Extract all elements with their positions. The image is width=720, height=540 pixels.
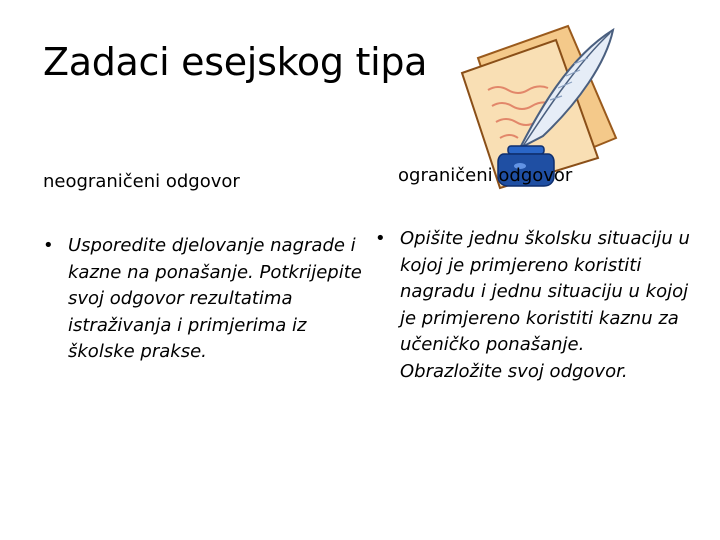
right-column-heading: ograničeni odgovor (398, 165, 573, 186)
right-bullet-item (375, 226, 690, 385)
right-bullet-text: Opišite jednu školsku situaciju u kojoj je primjereno koristiti nagradu i jednu situaciju u kojoj je primjereno koristiti kaznu za učeničko ponašanje. Obrazložite svoj odgovor. (400, 228, 690, 382)
left-bullet-item (43, 233, 373, 366)
slide-title: Zadaci esejskog tipa (43, 40, 428, 84)
left-column-heading: neograničeni odgovor (43, 171, 240, 192)
left-bullet-text: Usporedite djelovanje nagrade i kazne na ponašanje. Potkrijepite svoj odgovor rezultatima istraživanja i primjerima iz školske prakse. (68, 235, 362, 362)
bullet-icon: • (43, 235, 54, 256)
bullet-icon: • (375, 228, 386, 249)
